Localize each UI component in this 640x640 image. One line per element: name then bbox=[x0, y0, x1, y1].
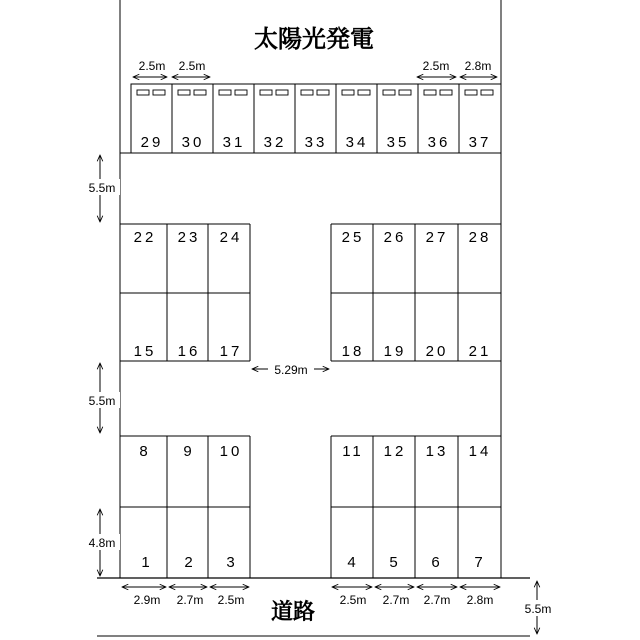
space-1: 1 bbox=[141, 554, 153, 571]
space-11: 11 bbox=[342, 443, 364, 460]
road-label: 道路 bbox=[270, 599, 316, 624]
space-35: 35 bbox=[386, 134, 410, 151]
dim-space-depth: 4.8m bbox=[88, 536, 116, 550]
dim-bottom-7: 2.8m bbox=[466, 593, 494, 607]
space-17: 17 bbox=[219, 343, 243, 360]
space-27: 27 bbox=[425, 229, 449, 246]
space-10: 10 bbox=[219, 443, 243, 460]
dim-aisle-upper: 5.5m bbox=[88, 181, 116, 195]
space-26: 26 bbox=[383, 229, 407, 246]
dim-road-width: 5.5m bbox=[524, 602, 552, 616]
dim-bottom-6: 2.7m bbox=[423, 593, 451, 607]
space-36: 36 bbox=[427, 134, 451, 151]
space-13: 13 bbox=[425, 443, 449, 460]
dim-bottom-3: 2.5m bbox=[217, 593, 245, 607]
space-14: 14 bbox=[468, 443, 492, 460]
space-25: 25 bbox=[341, 229, 365, 246]
dim-bottom-2: 2.7m bbox=[176, 593, 204, 607]
space-7: 7 bbox=[474, 554, 486, 571]
dim-top-3: 2.5m bbox=[422, 59, 450, 73]
space-28: 28 bbox=[468, 229, 492, 246]
space-24: 24 bbox=[219, 229, 243, 246]
space-37: 37 bbox=[468, 134, 492, 151]
space-21: 21 bbox=[468, 343, 492, 360]
space-22: 22 bbox=[133, 229, 157, 246]
space-31: 31 bbox=[222, 134, 246, 151]
space-6: 6 bbox=[431, 554, 443, 571]
space-4: 4 bbox=[347, 554, 359, 571]
dim-bottom-5: 2.7m bbox=[382, 593, 410, 607]
space-29: 29 bbox=[140, 134, 164, 151]
space-12: 12 bbox=[383, 443, 407, 460]
dim-bottom-1: 2.9m bbox=[133, 593, 161, 607]
space-16: 16 bbox=[177, 343, 201, 360]
dim-top-2: 2.5m bbox=[178, 59, 206, 73]
space-15: 15 bbox=[133, 343, 157, 360]
space-32: 32 bbox=[263, 134, 287, 151]
space-18: 18 bbox=[341, 343, 365, 360]
dim-aisle-lower: 5.5m bbox=[88, 394, 116, 408]
space-23: 23 bbox=[177, 229, 201, 246]
solar-power-title: 太陽光発電 bbox=[254, 26, 374, 53]
dim-top-1: 2.5m bbox=[138, 59, 166, 73]
space-9: 9 bbox=[183, 443, 195, 460]
space-3: 3 bbox=[226, 554, 238, 571]
dim-bottom-4: 2.5m bbox=[339, 593, 367, 607]
space-5: 5 bbox=[389, 554, 401, 571]
space-30: 30 bbox=[181, 134, 205, 151]
space-20: 20 bbox=[425, 343, 449, 360]
space-19: 19 bbox=[383, 343, 407, 360]
space-33: 33 bbox=[304, 134, 328, 151]
space-2: 2 bbox=[184, 554, 196, 571]
dim-center-aisle: 5.29m bbox=[274, 363, 308, 377]
dim-top-4: 2.8m bbox=[464, 59, 492, 73]
space-34: 34 bbox=[345, 134, 369, 151]
space-8: 8 bbox=[139, 443, 151, 460]
